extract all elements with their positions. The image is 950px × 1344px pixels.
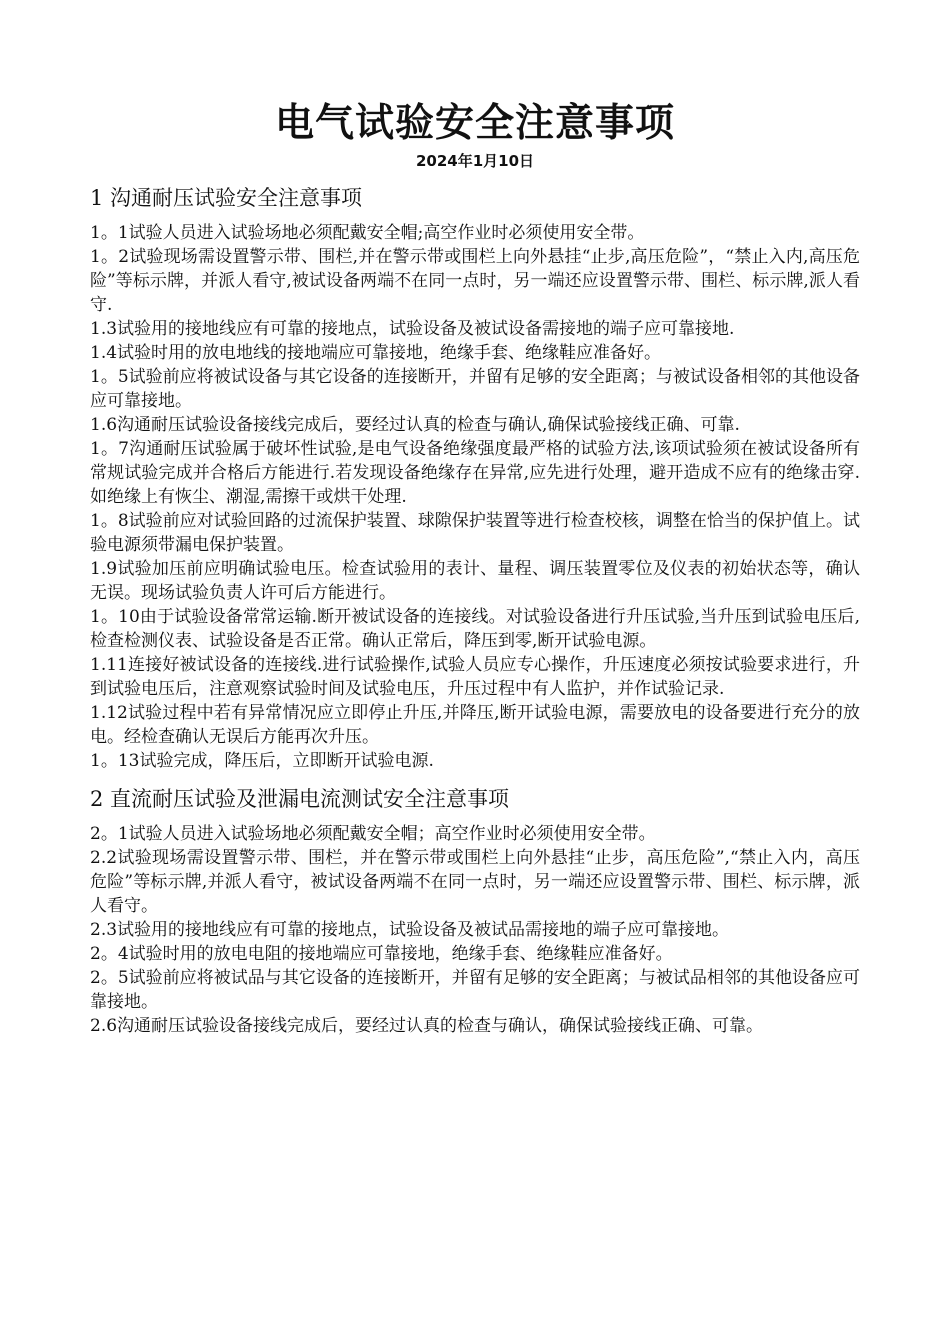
list-item: 1。13试验完成，降压后，立即断开试验电源. [90, 751, 434, 771]
document-date: 2024年1月10日 [415, 152, 535, 170]
list-item: 2。5试验前应将被试品与其它设备的连接断开，并留有足够的安全距离；与被试品相邻的其他设备应可靠接地。 [90, 968, 860, 1012]
list-item: 1。5试验前应将被试设备与其它设备的连接断开，并留有足够的安全距离；与被试设备相邻的其他设备应可靠接地。 [90, 367, 860, 411]
document-body [90, 181, 860, 1038]
list-item: 2.3试验用的接地线应有可靠的接地点，试验设备及被试品需接地的端子应可靠接地。 [90, 920, 730, 940]
section-1 [90, 181, 860, 773]
list-item: 1.4试验时用的放电地线的接地端应可靠接地，绝缘手套、绝缘鞋应准备好。 [90, 343, 662, 363]
list-item: 1.3试验用的接地线应有可靠的接地点，试验设备及被试设备需接地的端子应可靠接地. [90, 319, 735, 339]
list-item: 1。7沟通耐压试验属于破坏性试验,是电气设备绝缘强度最严格的试验方法,该项试验须在被试设备所有常规试验完成并合格后方能进行.若发现设备绝缘存在异常,应先进行处理，避开造成不应有的绝缘击穿.如绝缘上有恢尘、潮湿,需擦干或烘干处理. [90, 439, 860, 507]
list-item: 2。1试验人员进入试验场地必须配戴安全帽；高空作业时必须使用安全带。 [90, 824, 656, 844]
section-heading: 1 沟通耐压试验安全注意事项 [90, 186, 363, 210]
list-item: 1。8试验前应对试验回路的过流保护装置、球隙保护装置等进行检查校核，调整在恰当的保护值上。试验电源须带漏电保护装置。 [90, 511, 860, 555]
document-page [90, 98, 860, 1038]
list-item: 2.6沟通耐压试验设备接线完成后，要经过认真的检查与确认，确保试验接线正确、可靠。 [90, 1016, 764, 1036]
list-item: 1.11连接好被试设备的连接线.进行试验操作,试验人员应专心操作，升压速度必须按试验要求进行，升到试验电压后，注意观察试验时间及试验电压，升压过程中有人监护，并作试验记录. [90, 655, 860, 699]
list-item: 1。10由于试验设备常常运输.断开被试设备的连接线。对试验设备进行升压试验,当升压到试验电压后,检查检测仪表、试验设备是否正常。确认正常后，降压到零,断开试验电源。 [90, 607, 860, 651]
section-items [90, 822, 860, 1038]
list-item: 1.6沟通耐压试验设备接线完成后，要经过认真的检查与确认,确保试验接线正确、可靠. [90, 415, 740, 435]
section-heading: 2 直流耐压试验及泄漏电流测试安全注意事项 [90, 787, 510, 811]
document-title: 电气试验安全注意事项 [274, 101, 675, 146]
list-item: 2。4试验时用的放电电阻的接地端应可靠接地，绝缘手套、绝缘鞋应准备好。 [90, 944, 673, 964]
section-items [90, 221, 860, 773]
list-item: 1。2试验现场需设置警示带、围栏,并在警示带或围栏上向外悬挂“止步,高压危险”，“禁止入内,高压危险”等标示牌，并派人看守,被试设备两端不在同一点时，另一端还应设置警示带、围栏、标示牌,派人看守. [90, 247, 860, 315]
section-2 [90, 782, 860, 1038]
list-item: 1.12试验过程中若有异常情况应立即停止升压,并降压,断开试验电源，需要放电的设备要进行充分的放电。经检查确认无误后方能再次升压。 [90, 703, 860, 747]
list-item: 1。1试验人员进入试验场地必须配戴安全帽;高空作业时必须使用安全带。 [90, 223, 645, 243]
list-item: 2.2试验现场需设置警示带、围栏，并在警示带或围栏上向外悬挂“止步，高压危险”,“禁止入内，高压危险”等标示牌,并派人看守，被试设备两端不在同一点时，另一端还应设置警示带、围栏、标示牌，派人看守。 [90, 848, 860, 916]
list-item: 1.9试验加压前应明确试验电压。检查试验用的表计、量程、调压装置零位及仪表的初始状态等，确认无误。现场试验负责人许可后方能进行。 [90, 559, 860, 603]
